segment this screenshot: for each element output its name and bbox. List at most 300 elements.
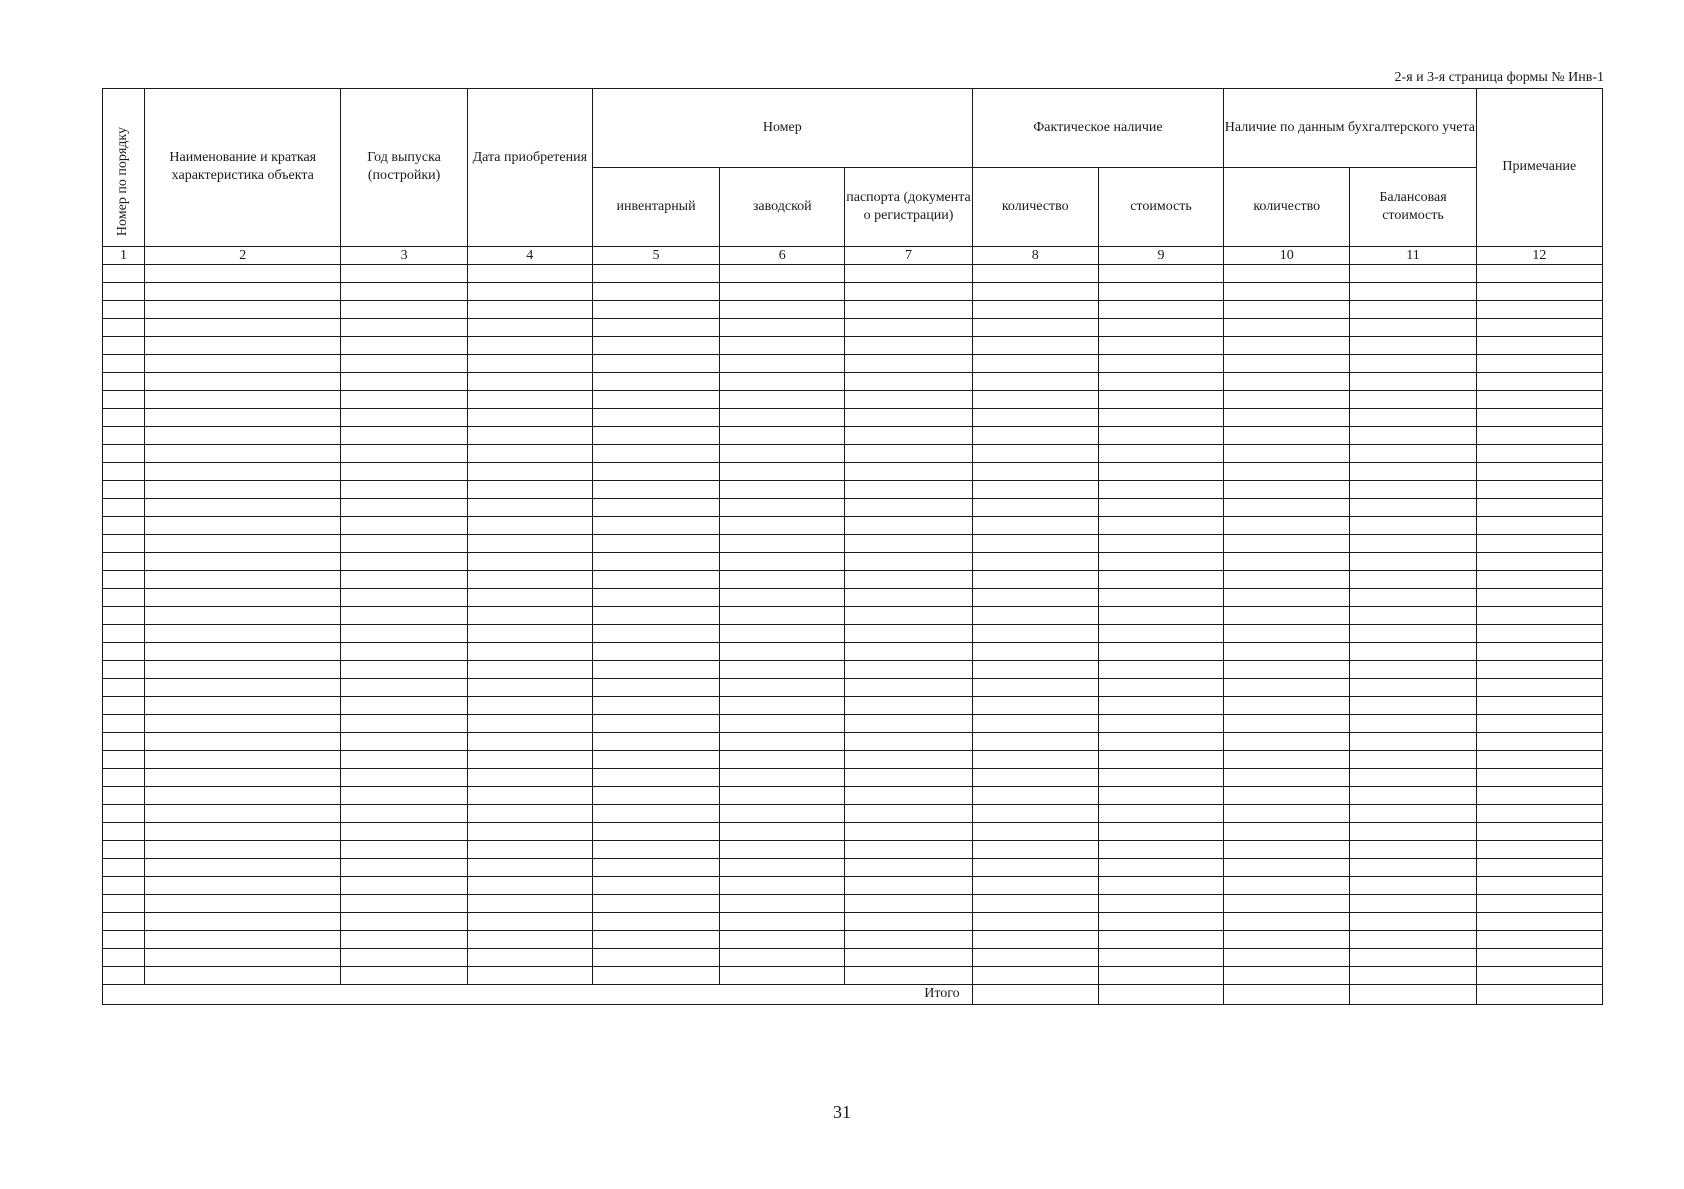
table-cell[interactable] <box>845 319 972 337</box>
table-cell[interactable] <box>845 967 972 985</box>
table-cell[interactable] <box>1098 715 1223 733</box>
table-cell[interactable] <box>103 967 145 985</box>
table-cell[interactable] <box>1224 931 1350 949</box>
table-cell[interactable] <box>341 553 467 571</box>
table-cell[interactable] <box>1350 805 1476 823</box>
table-cell[interactable] <box>592 499 719 517</box>
table-cell[interactable] <box>972 787 1098 805</box>
table-cell[interactable] <box>1098 751 1223 769</box>
table-cell[interactable] <box>467 373 592 391</box>
table-cell[interactable] <box>145 499 341 517</box>
table-cell[interactable] <box>720 427 845 445</box>
table-cell[interactable] <box>103 859 145 877</box>
table-cell[interactable] <box>467 895 592 913</box>
table-cell[interactable] <box>592 607 719 625</box>
table-cell[interactable] <box>1476 949 1602 967</box>
table-cell[interactable] <box>1350 391 1476 409</box>
table-cell[interactable] <box>103 301 145 319</box>
table-cell[interactable] <box>1476 499 1602 517</box>
table-cell[interactable] <box>592 697 719 715</box>
table-cell[interactable] <box>145 787 341 805</box>
table-cell[interactable] <box>720 913 845 931</box>
table-cell[interactable] <box>145 823 341 841</box>
total-cell[interactable] <box>1098 985 1223 1005</box>
table-cell[interactable] <box>341 445 467 463</box>
table-cell[interactable] <box>341 373 467 391</box>
table-cell[interactable] <box>720 445 845 463</box>
table-cell[interactable] <box>1098 931 1223 949</box>
table-cell[interactable] <box>1224 661 1350 679</box>
table-cell[interactable] <box>1224 409 1350 427</box>
table-cell[interactable] <box>972 553 1098 571</box>
table-cell[interactable] <box>1476 715 1602 733</box>
table-cell[interactable] <box>592 535 719 553</box>
table-cell[interactable] <box>592 319 719 337</box>
table-cell[interactable] <box>145 661 341 679</box>
table-cell[interactable] <box>145 697 341 715</box>
table-cell[interactable] <box>145 895 341 913</box>
table-cell[interactable] <box>972 373 1098 391</box>
table-cell[interactable] <box>467 823 592 841</box>
table-cell[interactable] <box>1098 355 1223 373</box>
table-cell[interactable] <box>845 751 972 769</box>
table-cell[interactable] <box>1350 283 1476 301</box>
table-cell[interactable] <box>145 877 341 895</box>
table-cell[interactable] <box>103 823 145 841</box>
table-cell[interactable] <box>1476 643 1602 661</box>
table-cell[interactable] <box>103 715 145 733</box>
table-cell[interactable] <box>720 751 845 769</box>
table-cell[interactable] <box>341 481 467 499</box>
table-cell[interactable] <box>720 535 845 553</box>
table-cell[interactable] <box>1224 481 1350 499</box>
table-cell[interactable] <box>845 517 972 535</box>
table-cell[interactable] <box>103 895 145 913</box>
table-cell[interactable] <box>1350 589 1476 607</box>
table-cell[interactable] <box>1098 607 1223 625</box>
table-cell[interactable] <box>592 877 719 895</box>
table-cell[interactable] <box>103 427 145 445</box>
table-cell[interactable] <box>1098 499 1223 517</box>
table-cell[interactable] <box>1224 679 1350 697</box>
total-cell[interactable] <box>1476 985 1602 1005</box>
table-cell[interactable] <box>972 517 1098 535</box>
table-cell[interactable] <box>1476 265 1602 283</box>
table-cell[interactable] <box>1476 283 1602 301</box>
table-cell[interactable] <box>845 337 972 355</box>
table-cell[interactable] <box>720 967 845 985</box>
table-cell[interactable] <box>1098 967 1223 985</box>
table-cell[interactable] <box>145 445 341 463</box>
table-cell[interactable] <box>720 877 845 895</box>
table-cell[interactable] <box>1224 355 1350 373</box>
table-cell[interactable] <box>1476 607 1602 625</box>
table-cell[interactable] <box>467 679 592 697</box>
table-cell[interactable] <box>103 481 145 499</box>
table-cell[interactable] <box>103 589 145 607</box>
table-cell[interactable] <box>341 301 467 319</box>
table-cell[interactable] <box>145 481 341 499</box>
table-cell[interactable] <box>145 607 341 625</box>
table-cell[interactable] <box>720 679 845 697</box>
table-cell[interactable] <box>720 571 845 589</box>
table-cell[interactable] <box>720 283 845 301</box>
table-cell[interactable] <box>1476 823 1602 841</box>
table-cell[interactable] <box>592 625 719 643</box>
table-cell[interactable] <box>1098 913 1223 931</box>
table-cell[interactable] <box>845 679 972 697</box>
table-cell[interactable] <box>1098 301 1223 319</box>
table-cell[interactable] <box>1224 319 1350 337</box>
table-cell[interactable] <box>467 355 592 373</box>
table-cell[interactable] <box>720 409 845 427</box>
table-cell[interactable] <box>1350 481 1476 499</box>
table-cell[interactable] <box>467 427 592 445</box>
table-cell[interactable] <box>103 283 145 301</box>
table-cell[interactable] <box>1350 499 1476 517</box>
table-cell[interactable] <box>592 643 719 661</box>
table-cell[interactable] <box>103 643 145 661</box>
table-cell[interactable] <box>592 949 719 967</box>
table-cell[interactable] <box>720 373 845 391</box>
table-cell[interactable] <box>103 499 145 517</box>
table-cell[interactable] <box>467 967 592 985</box>
table-cell[interactable] <box>341 517 467 535</box>
table-cell[interactable] <box>1224 499 1350 517</box>
table-cell[interactable] <box>592 265 719 283</box>
table-cell[interactable] <box>1350 445 1476 463</box>
table-cell[interactable] <box>1098 481 1223 499</box>
table-cell[interactable] <box>845 913 972 931</box>
table-cell[interactable] <box>845 697 972 715</box>
table-cell[interactable] <box>103 787 145 805</box>
table-cell[interactable] <box>592 751 719 769</box>
table-cell[interactable] <box>1476 409 1602 427</box>
table-cell[interactable] <box>1476 481 1602 499</box>
table-cell[interactable] <box>145 463 341 481</box>
table-cell[interactable] <box>103 931 145 949</box>
table-cell[interactable] <box>972 841 1098 859</box>
table-cell[interactable] <box>103 805 145 823</box>
table-cell[interactable] <box>592 895 719 913</box>
total-cell[interactable] <box>1350 985 1476 1005</box>
table-cell[interactable] <box>103 733 145 751</box>
table-cell[interactable] <box>592 373 719 391</box>
table-cell[interactable] <box>845 715 972 733</box>
table-cell[interactable] <box>1476 661 1602 679</box>
table-cell[interactable] <box>972 427 1098 445</box>
table-cell[interactable] <box>467 859 592 877</box>
table-cell[interactable] <box>1224 751 1350 769</box>
table-cell[interactable] <box>341 697 467 715</box>
table-cell[interactable] <box>467 913 592 931</box>
table-cell[interactable] <box>845 355 972 373</box>
table-cell[interactable] <box>1224 769 1350 787</box>
table-cell[interactable] <box>467 733 592 751</box>
table-cell[interactable] <box>1476 463 1602 481</box>
table-cell[interactable] <box>592 553 719 571</box>
table-cell[interactable] <box>1098 319 1223 337</box>
table-cell[interactable] <box>720 463 845 481</box>
table-cell[interactable] <box>720 499 845 517</box>
table-cell[interactable] <box>341 427 467 445</box>
table-cell[interactable] <box>720 607 845 625</box>
table-cell[interactable] <box>972 319 1098 337</box>
table-cell[interactable] <box>1476 967 1602 985</box>
table-cell[interactable] <box>467 625 592 643</box>
table-cell[interactable] <box>1476 427 1602 445</box>
table-cell[interactable] <box>341 895 467 913</box>
table-cell[interactable] <box>1350 823 1476 841</box>
table-cell[interactable] <box>972 769 1098 787</box>
table-cell[interactable] <box>1224 715 1350 733</box>
table-cell[interactable] <box>1098 841 1223 859</box>
table-cell[interactable] <box>592 913 719 931</box>
table-cell[interactable] <box>720 841 845 859</box>
table-cell[interactable] <box>972 715 1098 733</box>
table-cell[interactable] <box>1098 445 1223 463</box>
table-cell[interactable] <box>1350 337 1476 355</box>
table-cell[interactable] <box>1224 733 1350 751</box>
table-cell[interactable] <box>1224 553 1350 571</box>
table-cell[interactable] <box>1224 877 1350 895</box>
table-cell[interactable] <box>467 499 592 517</box>
table-cell[interactable] <box>845 661 972 679</box>
table-cell[interactable] <box>845 769 972 787</box>
table-cell[interactable] <box>1476 553 1602 571</box>
table-cell[interactable] <box>1098 265 1223 283</box>
table-cell[interactable] <box>1224 571 1350 589</box>
table-cell[interactable] <box>972 679 1098 697</box>
table-cell[interactable] <box>467 553 592 571</box>
table-cell[interactable] <box>592 787 719 805</box>
table-cell[interactable] <box>1350 301 1476 319</box>
table-cell[interactable] <box>145 355 341 373</box>
table-cell[interactable] <box>1224 967 1350 985</box>
table-cell[interactable] <box>720 337 845 355</box>
table-cell[interactable] <box>1350 931 1476 949</box>
table-cell[interactable] <box>467 391 592 409</box>
table-cell[interactable] <box>720 301 845 319</box>
table-cell[interactable] <box>1476 445 1602 463</box>
table-cell[interactable] <box>845 607 972 625</box>
table-cell[interactable] <box>845 895 972 913</box>
table-cell[interactable] <box>720 733 845 751</box>
table-cell[interactable] <box>720 355 845 373</box>
table-cell[interactable] <box>467 571 592 589</box>
table-cell[interactable] <box>1098 517 1223 535</box>
table-cell[interactable] <box>341 715 467 733</box>
table-cell[interactable] <box>103 679 145 697</box>
table-cell[interactable] <box>1224 913 1350 931</box>
table-cell[interactable] <box>592 589 719 607</box>
table-cell[interactable] <box>720 661 845 679</box>
table-cell[interactable] <box>1476 859 1602 877</box>
table-cell[interactable] <box>1476 571 1602 589</box>
table-cell[interactable] <box>972 499 1098 517</box>
table-cell[interactable] <box>341 823 467 841</box>
table-cell[interactable] <box>972 661 1098 679</box>
table-cell[interactable] <box>103 535 145 553</box>
table-cell[interactable] <box>845 427 972 445</box>
table-cell[interactable] <box>1224 535 1350 553</box>
table-cell[interactable] <box>972 733 1098 751</box>
table-cell[interactable] <box>845 553 972 571</box>
table-cell[interactable] <box>1224 607 1350 625</box>
table-cell[interactable] <box>145 535 341 553</box>
table-cell[interactable] <box>1224 841 1350 859</box>
table-cell[interactable] <box>103 373 145 391</box>
table-cell[interactable] <box>103 913 145 931</box>
table-cell[interactable] <box>341 463 467 481</box>
table-cell[interactable] <box>103 751 145 769</box>
table-cell[interactable] <box>720 589 845 607</box>
table-cell[interactable] <box>972 265 1098 283</box>
table-cell[interactable] <box>592 301 719 319</box>
table-cell[interactable] <box>1350 463 1476 481</box>
table-cell[interactable] <box>972 571 1098 589</box>
table-cell[interactable] <box>592 733 719 751</box>
table-cell[interactable] <box>341 355 467 373</box>
table-cell[interactable] <box>467 337 592 355</box>
table-cell[interactable] <box>720 553 845 571</box>
table-cell[interactable] <box>103 571 145 589</box>
table-cell[interactable] <box>1098 589 1223 607</box>
table-cell[interactable] <box>845 481 972 499</box>
table-cell[interactable] <box>1350 553 1476 571</box>
table-cell[interactable] <box>592 391 719 409</box>
table-cell[interactable] <box>1098 553 1223 571</box>
table-cell[interactable] <box>720 481 845 499</box>
table-cell[interactable] <box>845 265 972 283</box>
table-cell[interactable] <box>103 661 145 679</box>
table-cell[interactable] <box>720 787 845 805</box>
table-cell[interactable] <box>341 589 467 607</box>
table-cell[interactable] <box>1350 679 1476 697</box>
table-cell[interactable] <box>467 787 592 805</box>
table-cell[interactable] <box>467 535 592 553</box>
table-cell[interactable] <box>592 283 719 301</box>
table-cell[interactable] <box>845 949 972 967</box>
table-cell[interactable] <box>467 481 592 499</box>
table-cell[interactable] <box>341 913 467 931</box>
table-cell[interactable] <box>1224 283 1350 301</box>
table-cell[interactable] <box>592 355 719 373</box>
table-cell[interactable] <box>592 715 719 733</box>
table-cell[interactable] <box>1476 355 1602 373</box>
table-cell[interactable] <box>1350 859 1476 877</box>
table-cell[interactable] <box>145 589 341 607</box>
table-cell[interactable] <box>467 301 592 319</box>
table-cell[interactable] <box>972 931 1098 949</box>
total-cell[interactable] <box>1224 985 1350 1005</box>
table-cell[interactable] <box>972 805 1098 823</box>
table-cell[interactable] <box>1098 697 1223 715</box>
table-cell[interactable] <box>1224 643 1350 661</box>
table-cell[interactable] <box>103 517 145 535</box>
table-cell[interactable] <box>972 823 1098 841</box>
table-cell[interactable] <box>592 571 719 589</box>
table-cell[interactable] <box>845 877 972 895</box>
table-cell[interactable] <box>720 805 845 823</box>
table-cell[interactable] <box>592 679 719 697</box>
table-cell[interactable] <box>592 517 719 535</box>
table-cell[interactable] <box>145 373 341 391</box>
table-cell[interactable] <box>145 751 341 769</box>
table-cell[interactable] <box>972 967 1098 985</box>
table-cell[interactable] <box>720 859 845 877</box>
table-cell[interactable] <box>1476 337 1602 355</box>
table-cell[interactable] <box>103 445 145 463</box>
table-cell[interactable] <box>467 607 592 625</box>
table-cell[interactable] <box>1098 427 1223 445</box>
table-cell[interactable] <box>1476 301 1602 319</box>
table-cell[interactable] <box>145 553 341 571</box>
table-cell[interactable] <box>341 769 467 787</box>
table-cell[interactable] <box>845 823 972 841</box>
table-cell[interactable] <box>845 643 972 661</box>
table-cell[interactable] <box>972 589 1098 607</box>
table-cell[interactable] <box>1476 589 1602 607</box>
table-cell[interactable] <box>1476 787 1602 805</box>
table-cell[interactable] <box>467 949 592 967</box>
table-cell[interactable] <box>145 967 341 985</box>
table-cell[interactable] <box>145 805 341 823</box>
table-cell[interactable] <box>592 661 719 679</box>
table-cell[interactable] <box>1350 769 1476 787</box>
table-cell[interactable] <box>145 931 341 949</box>
table-cell[interactable] <box>1476 895 1602 913</box>
table-cell[interactable] <box>845 859 972 877</box>
table-cell[interactable] <box>1476 877 1602 895</box>
table-cell[interactable] <box>145 733 341 751</box>
table-cell[interactable] <box>341 643 467 661</box>
table-cell[interactable] <box>1350 571 1476 589</box>
table-cell[interactable] <box>1350 751 1476 769</box>
table-cell[interactable] <box>341 967 467 985</box>
table-cell[interactable] <box>1476 391 1602 409</box>
table-cell[interactable] <box>467 715 592 733</box>
table-cell[interactable] <box>1476 841 1602 859</box>
table-cell[interactable] <box>972 949 1098 967</box>
table-cell[interactable] <box>145 715 341 733</box>
table-cell[interactable] <box>720 769 845 787</box>
table-cell[interactable] <box>592 859 719 877</box>
table-cell[interactable] <box>1350 625 1476 643</box>
table-cell[interactable] <box>592 967 719 985</box>
table-cell[interactable] <box>1224 265 1350 283</box>
table-cell[interactable] <box>145 301 341 319</box>
table-cell[interactable] <box>592 445 719 463</box>
table-cell[interactable] <box>845 445 972 463</box>
table-cell[interactable] <box>1098 949 1223 967</box>
table-cell[interactable] <box>1350 265 1476 283</box>
table-cell[interactable] <box>467 769 592 787</box>
table-cell[interactable] <box>720 391 845 409</box>
table-cell[interactable] <box>1476 751 1602 769</box>
table-cell[interactable] <box>592 805 719 823</box>
table-cell[interactable] <box>592 823 719 841</box>
table-cell[interactable] <box>1224 823 1350 841</box>
table-cell[interactable] <box>341 409 467 427</box>
table-cell[interactable] <box>341 679 467 697</box>
table-cell[interactable] <box>467 445 592 463</box>
table-cell[interactable] <box>1224 787 1350 805</box>
table-cell[interactable] <box>1476 913 1602 931</box>
table-cell[interactable] <box>341 625 467 643</box>
table-cell[interactable] <box>1350 877 1476 895</box>
table-cell[interactable] <box>341 787 467 805</box>
